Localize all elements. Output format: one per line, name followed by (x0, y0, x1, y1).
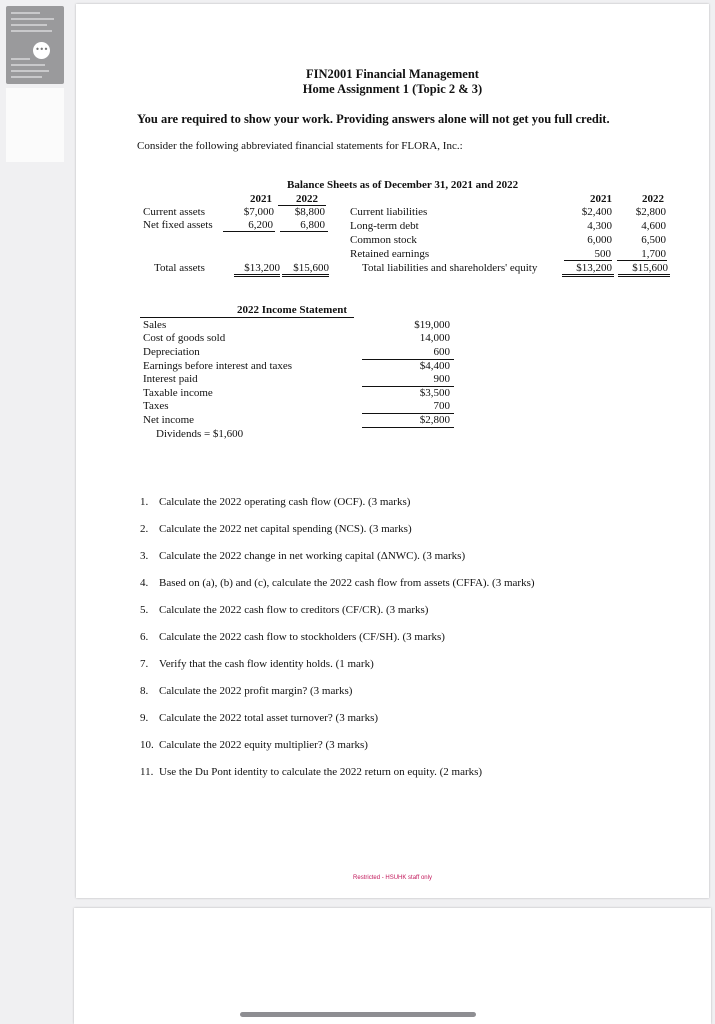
asset-label: Net fixed assets (143, 219, 213, 231)
page-thumbnail-1[interactable] (6, 6, 64, 84)
asset-value-2022: 6,800 (280, 219, 328, 232)
document-page (76, 4, 709, 898)
question-item: 8. Calculate the 2022 profit margin? (3 marks) (140, 685, 353, 697)
liability-value-2021: $2,400 (581, 206, 612, 218)
asset-value-2022: $8,800 (294, 206, 325, 218)
total-assets-2021: $13,200 (234, 262, 280, 277)
restricted-footer: Restricted - HSUHK staff only (353, 875, 432, 881)
income-label: Depreciation (143, 346, 200, 358)
liability-label: Retained earnings (350, 248, 430, 260)
liab-year-2021: 2021 (590, 193, 612, 205)
income-value: 14,000 (419, 332, 450, 344)
income-title-rule (140, 317, 354, 318)
question-item: 4. Based on (a), (b) and (c), calculate the 2022 cash flow from assets (CFFA). (3 marks) (140, 577, 535, 589)
question-item: 7. Verify that the cash flow identity holds. (1 mark) (140, 658, 374, 670)
income-value: $2,800 (419, 414, 450, 426)
income-value: 600 (433, 346, 450, 358)
instruction-text: You are required to show your work. Providing answers alone will not get you full credit. (137, 112, 610, 126)
page-badge-icon: ••• (33, 42, 50, 59)
total-liabilities-2022: $15,600 (618, 262, 670, 277)
asset-label: Current assets (143, 206, 206, 218)
page-thumbnail-rail (0, 0, 70, 1024)
income-label: Net income (143, 414, 195, 426)
income-label: Taxes (143, 400, 169, 412)
question-item: 2. Calculate the 2022 net capital spending (NCS). (3 marks) (140, 523, 412, 535)
total-liabilities-2021: $13,200 (562, 262, 614, 277)
liability-value-2021: 4,300 (587, 220, 612, 232)
assets-year-2021: 2021 (250, 193, 272, 205)
income-label: Sales (143, 319, 167, 331)
income-value: $4,400 (419, 360, 450, 372)
asset-value-2021: 6,200 (223, 219, 275, 232)
total-assets-label: Total assets (154, 262, 205, 274)
next-document-page (74, 908, 711, 1024)
income-value: $19,000 (414, 319, 450, 331)
income-label: Cost of goods sold (143, 332, 226, 344)
income-label: Interest paid (143, 373, 198, 385)
liability-value-2021: 500 (564, 248, 612, 261)
question-item: 11. Use the Du Pont identity to calculate the 2022 return on equity. (2 marks) (140, 766, 483, 778)
income-value: 700 (433, 400, 450, 412)
asset-value-2021: $7,000 (243, 206, 274, 218)
intro-text: Consider the following abbreviated financial statements for FLORA, Inc.: (137, 140, 463, 152)
question-item: 5. Calculate the 2022 cash flow to creditors (CF/CR). (3 marks) (140, 604, 429, 616)
course-title: FIN2001 Financial Management (306, 67, 479, 81)
liability-value-2021: 6,000 (587, 234, 612, 246)
question-item: 1. Calculate the 2022 operating cash flow (OCF). (3 marks) (140, 496, 411, 508)
income-total-rule (362, 427, 454, 428)
liability-value-2022: 6,500 (641, 234, 666, 246)
liability-label: Long-term debt (350, 220, 419, 232)
liability-value-2022: 1,700 (617, 248, 667, 261)
assets-year-2022: 2022 (278, 193, 326, 206)
question-item: 9. Calculate the 2022 total asset turnover? (3 marks) (140, 712, 379, 724)
liability-label: Common stock (350, 234, 417, 246)
total-liabilities-label: Total liabilities and shareholders' equity (362, 262, 538, 274)
income-value: $3,500 (419, 387, 450, 399)
assignment-title: Home Assignment 1 (Topic 2 & 3) (302, 82, 483, 96)
liability-value-2022: $2,800 (635, 206, 666, 218)
income-label: Earnings before interest and taxes (143, 360, 293, 372)
income-label: Taxable income (143, 387, 213, 399)
home-indicator[interactable] (240, 1012, 476, 1017)
income-statement-title: 2022 Income Statement (237, 304, 347, 316)
page-thumbnail-2[interactable] (6, 88, 64, 162)
question-item: 10. Calculate the 2022 equity multiplier? (3 marks) (140, 739, 368, 751)
dividends-text: Dividends = $1,600 (156, 428, 244, 440)
question-item: 6. Calculate the 2022 cash flow to stockholders (CF/SH). (3 marks) (140, 631, 445, 643)
liab-year-2022: 2022 (642, 193, 664, 205)
liability-value-2022: 4,600 (641, 220, 666, 232)
balance-sheet-title: Balance Sheets as of December 31, 2021 and 2022 (287, 179, 519, 191)
question-item: 3. Calculate the 2022 change in net working capital (ΔNWC). (3 marks) (140, 550, 466, 562)
question-list (140, 495, 660, 792)
income-value: 900 (433, 373, 450, 385)
liability-label: Current liabilities (350, 206, 428, 218)
total-assets-2022: $15,600 (282, 262, 329, 277)
